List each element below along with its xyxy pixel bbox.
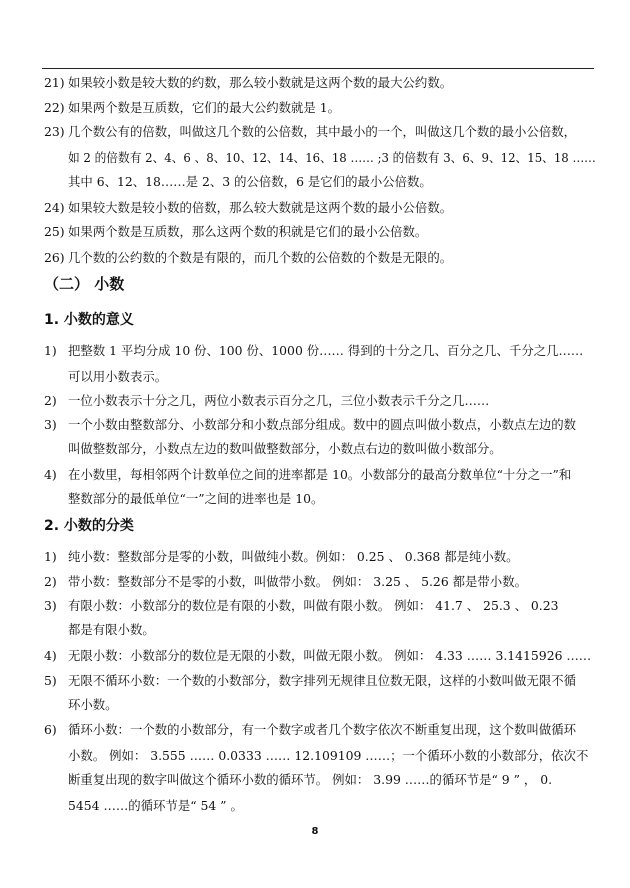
item-text-line: 叫做整数部分，小数点左边的数叫做整数部分，小数点右边的数叫做小数部分。	[68, 441, 502, 456]
item-number: 22)	[44, 100, 65, 115]
item-text-line: 环小数。	[68, 697, 118, 712]
item-text-line: 断重复出现的数字叫做这个循环小数的循环节。 例如： 3.99 ……的循环节是“ 9 ” ， 0.	[68, 772, 553, 787]
item-number: 6)	[44, 722, 57, 737]
item-number: 26)	[44, 250, 65, 265]
item-text-line: 如 2 的倍数有 2、4、6 、8、10、12、14、16、18 …… ;3 的倍数有 3、6、9、12、15、18 ……	[68, 150, 596, 165]
item-number: 3)	[44, 598, 57, 613]
item-number: 5)	[44, 673, 57, 688]
item-number: 1)	[44, 343, 57, 358]
item-number: 4)	[44, 648, 57, 663]
item-text-line: 一个小数由整数部分、小数部分和小数点部分组成。数中的圆点叫做小数点，小数点左边的数	[68, 417, 577, 432]
item-text-line: 整数部分的最低单位“一”之间的进率也是 10。	[68, 491, 324, 506]
item-number: 4)	[44, 467, 57, 482]
item-text-line: 小数。 例如： 3.555 …… 0.0333 …… 12.109109 ……；一个循环小数的小数部分，依次不	[68, 748, 589, 763]
item-text-line: 如果较大数是较小数的倍数，那么较大数就是这两个数的最小公倍数。	[68, 200, 453, 215]
subsection-title: 2. 小数的分类	[44, 518, 134, 534]
item-text-line: 纯小数：整数部分是零的小数，叫做纯小数。例如： 0.25 、 0.368 都是纯小数。	[68, 549, 519, 564]
item-text-line: 带小数：整数部分不是零的小数，叫做带小数。 例如： 3.25 、 5.26 都是带小数。	[68, 574, 527, 589]
item-text-line: 一位小数表示十分之几，两位小数表示百分之几，三位小数表示千分之几……	[68, 393, 490, 408]
item-number: 25)	[44, 224, 65, 239]
item-text-line: 如果两个数是互质数，那么这两个数的积就是它们的最小公倍数。	[68, 224, 428, 239]
item-text-line: 可以用小数表示。	[68, 369, 168, 384]
item-text-line: 在小数里，每相邻两个计数单位之间的进率都是 10。小数部分的最高分数单位“十分之一”和	[68, 467, 572, 482]
item-number: 3)	[44, 417, 57, 432]
item-text-line: 如果两个数是互质数，它们的最大公约数就是 1。	[68, 100, 341, 115]
item-number: 2)	[44, 574, 57, 589]
page-number: 8	[311, 826, 319, 837]
item-text-line: 把整数 1 平均分成 10 份、100 份、1000 份…… 得到的十分之几、百分之几、千分之几……	[68, 343, 584, 358]
item-text-line: 其中 6、12、18……是 2、3 的公倍数，6 是它们的最小公倍数。	[68, 174, 432, 189]
item-number: 2)	[44, 393, 57, 408]
item-text-line: 循环小数：一个数的小数部分，有一个数字或者几个数字依次不断重复出现，这个数叫做循环	[68, 722, 577, 737]
item-text-line: 几个数公有的倍数，叫做这几个数的公倍数，其中最小的一个，叫做这几个数的最小公倍数，	[68, 124, 577, 139]
item-number: 23)	[44, 124, 65, 139]
item-text-line: 无限不循环小数：一个数的小数部分，数字排列无规律且位数无限，这样的小数叫做无限不循	[68, 673, 577, 688]
section-title: （二） 小数	[44, 275, 125, 293]
item-text-line: 5454 ……的循环节是“ 54 ” 。	[68, 798, 243, 813]
item-number: 21)	[44, 75, 65, 90]
item-text-line: 无限小数：小数部分的数位是无限的小数，叫做无限小数。 例如： 4.33 …… 3.1415926 ……	[68, 648, 592, 663]
header-rule	[42, 68, 594, 69]
item-number: 1)	[44, 549, 57, 564]
item-text-line: 如果较小数是较大数的约数，那么较小数就是这两个数的最大公约数。	[68, 75, 453, 90]
item-text-line: 几个数的公约数的个数是有限的，而几个数的公倍数的个数是无限的。	[68, 250, 453, 265]
item-text-line: 都是有限小数。	[68, 622, 155, 637]
item-text-line: 有限小数：小数部分的数位是有限的小数，叫做有限小数。 例如： 41.7 、 25.3 、 0.23	[68, 598, 559, 613]
subsection-title: 1. 小数的意义	[44, 312, 134, 328]
item-number: 24)	[44, 200, 65, 215]
